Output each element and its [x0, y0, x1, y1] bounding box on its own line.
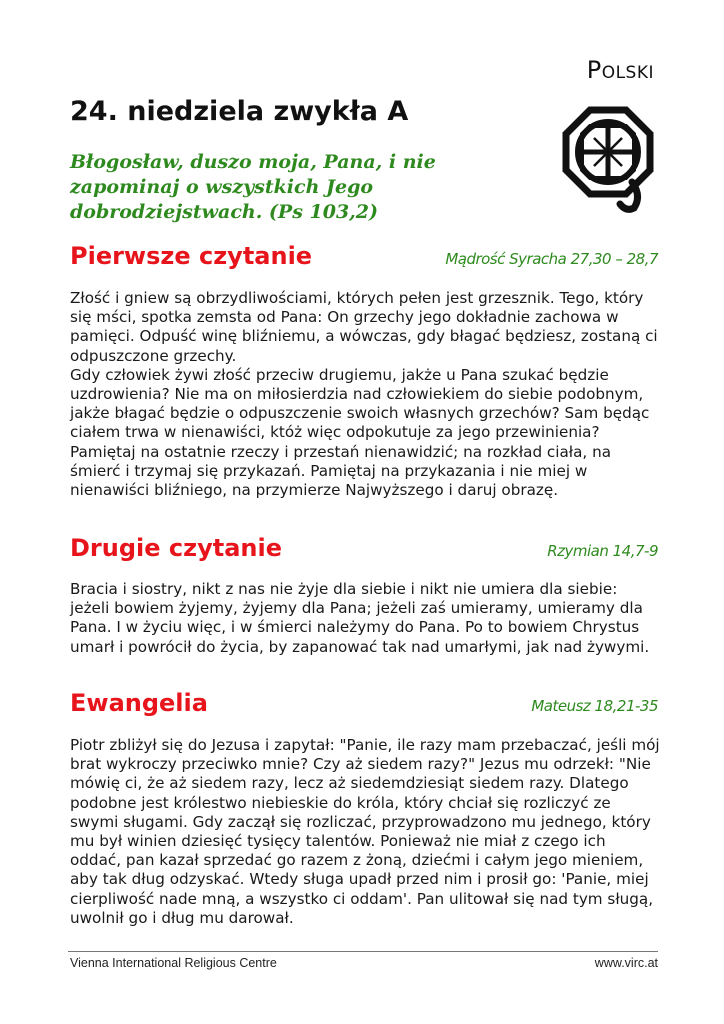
footer-divider [68, 951, 658, 952]
section-title: Ewangelia [70, 689, 208, 717]
paragraph: Piotr zbliżył się do Jezusa i zapytał: "Panie, ile razy mam przebaczać, jeśli mój brat wykroczy przeciwko mnie? Czy aż siedem razy?" Jezus mu odrzekł: "Nie mówię ci, że aż siedem razy, lecz aż siedemdziesiąt siedem razy. Dlatego podobne jest królestwo niebieskie do króla, który chciał się rozliczyć ze swymi sługami. Gdy zaczął się rozliczać, przyprowadzono mu jednego, który mu był winien dziesięć tysięcy talentów. Ponieważ nie miał z czego ich oddać, pan kazał sprzedać go razem z żoną, dziećmi i całym jego mieniem, aby tak dług odzyskać. Wtedy sługa upadł przed nim i prosił go: 'Panie, miej cierpliwość nade mną, a wszystko ci oddam'. Pan ulitował się nad tym sługą, uwolnił go i dług mu darował. [70, 736, 660, 927]
virc-emblem-icon [560, 104, 656, 214]
footer-website-link[interactable]: www.virc.at [594, 956, 658, 970]
paragraph: Gdy człowiek żywi złość przeciw drugiemu, jakże u Pana szukać będzie uzdrowienia? Nie ma on miłosierdzia nad człowiekiem do siebie podobnym, jakże błagać będzie o odpuszczenie swoich własnych grzechów? Sam będąc ciałem trwa w nienawiści, któż więc odpokutuje za jego przewinienia? Pamiętaj na ostatnie rzeczy i przestań nienawidzić; na rozkład ciała, na śmierć i trzymaj się przykazań. Pamiętaj na przykazania i nie miej w nienawiści bliźniego, na przymierze Najwyższego i daruj obrazę. [70, 365, 650, 500]
section-header-gospel [70, 689, 658, 717]
page-title: 24. niedziela zwykła A [70, 96, 409, 127]
language-label: Polski [586, 56, 654, 84]
footer-organization: Vienna International Religious Centre [70, 956, 277, 970]
section-title: Pierwsze czytanie [70, 242, 313, 270]
section-header-second-reading [70, 534, 658, 562]
section-reference: Mateusz 18,21-35 [531, 697, 658, 715]
gospel-text [70, 736, 660, 928]
second-reading-text [70, 580, 660, 657]
motto-quote: Błogosław, duszo moja, Pana, i nie zapominaj o wszystkich Jego dobrodziejstwach. (Ps 103,2) [70, 151, 436, 223]
paragraph: Bracia i siostry, nikt z nas nie żyje dla siebie i nikt nie umiera dla siebie: jeżeli bowiem żyjemy, żyjemy dla Pana; jeżeli zaś umieramy, umieramy dla Pana. I w życiu więc, i w śmierci należymy do Pana. Po to bowiem Chrystus umarł i powrócił do życia, by zapanować tak nad umarłymi, jak nad żywymi. [70, 580, 650, 656]
section-reference: Rzymian 14,7-9 [547, 542, 658, 560]
section-title: Drugie czytanie [70, 534, 282, 562]
section-header-first-reading [70, 242, 658, 270]
paragraph: Złość i gniew są obrzydliwościami, których pełen jest grzesznik. Tego, który się mści, spotka zemsta od Pana: On grzechy jego dokładnie zachowa w pamięci. Odpuść winę bliźniemu, a wówczas, gdy błagać będziesz, zostaną ci odpuszczone grzechy. [70, 289, 658, 365]
first-reading-text [70, 289, 660, 500]
section-reference: Mądrość Syracha 27,30 – 28,7 [445, 250, 658, 268]
